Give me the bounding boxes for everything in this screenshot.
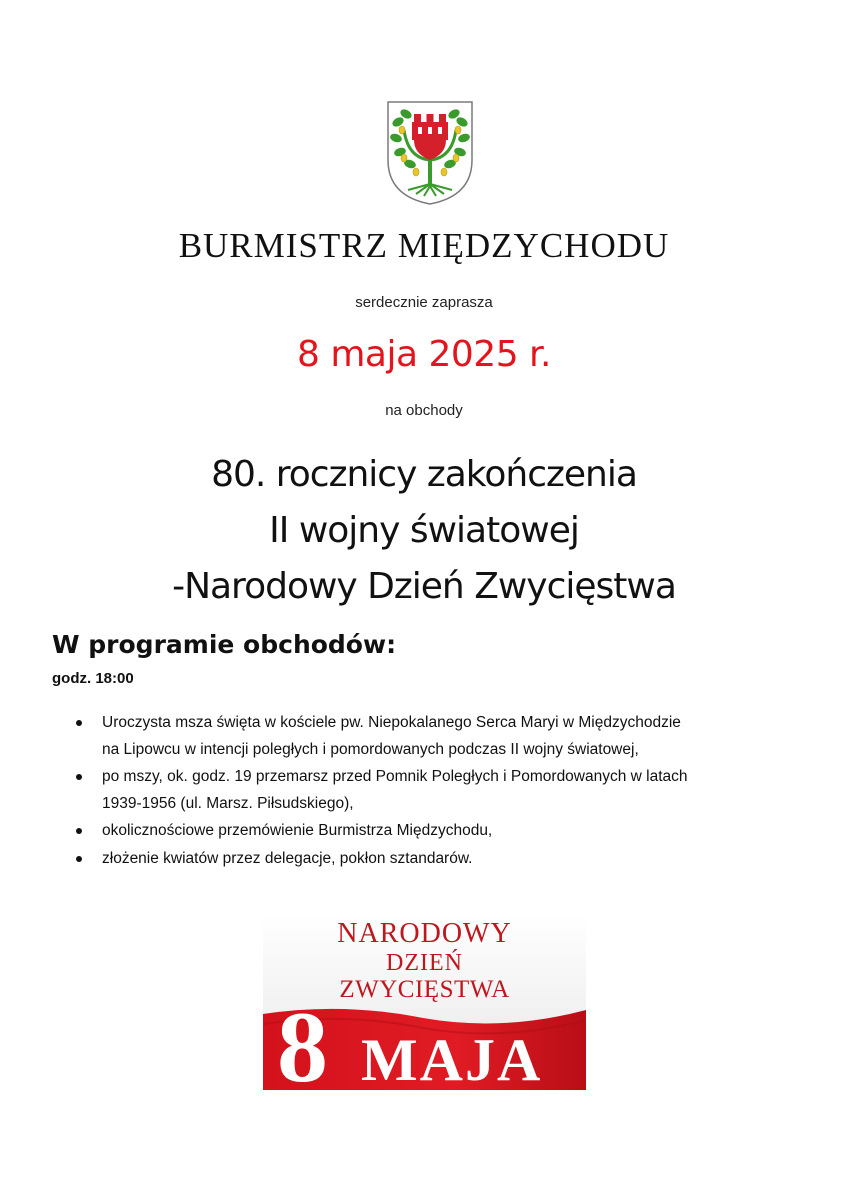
banner-line: ZWYCIĘSTWA — [339, 976, 510, 1003]
event-date: 8 maja 2025 r. — [297, 334, 551, 375]
list-item-text: na Lipowcu w intencji poległych i pomordowanych podczas II wojny światowej, — [102, 740, 639, 758]
banner-number: 8 — [277, 991, 328, 1090]
event-title-line: II wojny światowej — [269, 510, 579, 551]
list-item-text: złożenie kwiatów przez delegacje, pokłon sztandarów. — [102, 849, 473, 867]
event-title — [0, 447, 848, 615]
list-item — [74, 710, 814, 763]
banner-line: DZIEŃ — [386, 950, 463, 976]
bullet-icon — [76, 856, 82, 862]
list-item — [74, 764, 814, 817]
invite-text: serdecznie zaprasza — [355, 294, 493, 311]
bullet-icon — [76, 774, 82, 780]
list-item — [74, 846, 814, 873]
event-title-line: -Narodowy Dzień Zwycięstwa — [172, 566, 676, 607]
event-title-line: 80. rocznicy zakończenia — [211, 454, 637, 495]
coat-of-arms-icon — [386, 100, 474, 206]
list-item-text: 1939-1956 (ul. Marsz. Piłsudskiego), — [102, 794, 354, 812]
occasion-text: na obchody — [385, 402, 463, 419]
banner-line: NARODOWY — [337, 918, 512, 949]
list-item-text: Uroczysta msza święta w kościele pw. Niepokalanego Serca Maryi w Międzychodzie — [102, 714, 681, 731]
banner-month: MAJA — [361, 1027, 543, 1090]
list-item-text: po mszy, ok. godz. 19 przemarsz przed Pomnik Poległych i Pomordowanych w latach — [102, 768, 688, 785]
program-list — [74, 710, 814, 873]
program-time: godz. 18:00 — [52, 670, 134, 687]
bullet-icon — [76, 828, 82, 834]
program-heading: W programie obchodów: — [52, 630, 397, 659]
list-item-text: okolicznościowe przemówienie Burmistrza Międzychodu, — [102, 822, 493, 839]
bullet-icon — [76, 720, 82, 726]
list-item — [74, 818, 814, 845]
victory-day-banner — [263, 914, 586, 1090]
mayor-title: BURMISTRZ MIĘDZYCHODU — [178, 226, 670, 265]
coat-of-arms — [386, 100, 474, 206]
